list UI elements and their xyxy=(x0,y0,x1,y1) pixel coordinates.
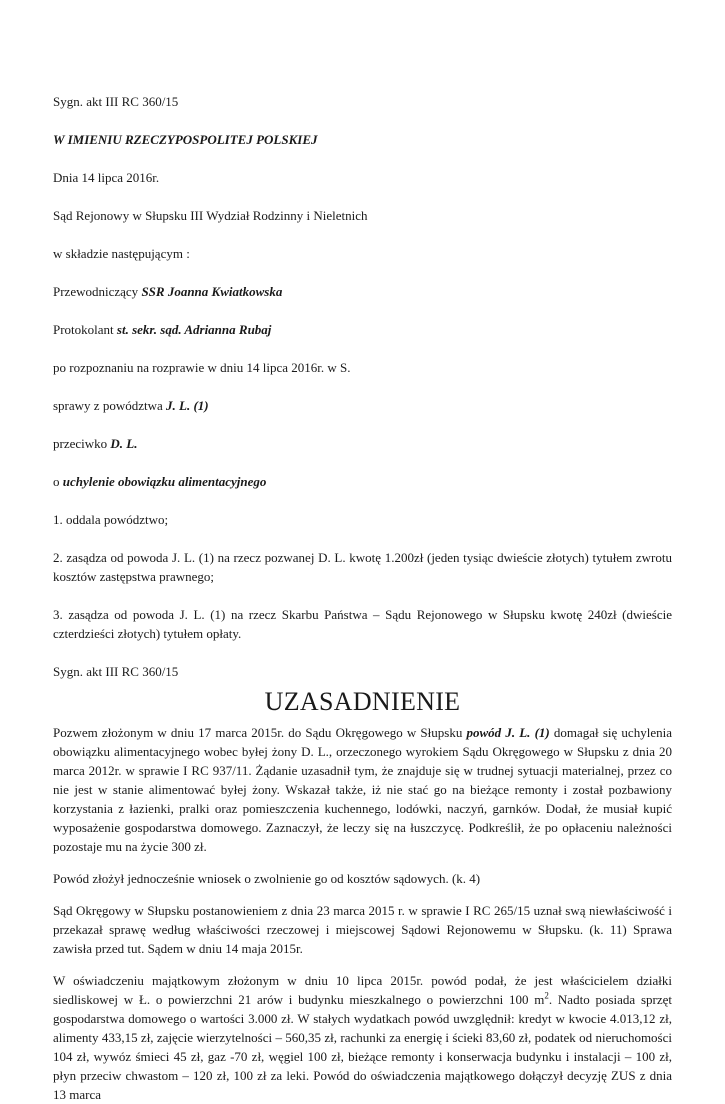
defendant-line xyxy=(53,434,672,453)
subject-line xyxy=(53,472,672,491)
in-the-name-heading: W IMIENIU RZECZYPOSPOLITEJ POLSKIEJ xyxy=(53,132,318,147)
case-signature-top: Sygn. akt III RC 360/15 xyxy=(53,94,179,109)
clerk-label: Protokolant xyxy=(53,322,117,337)
paragraph-2: Powód złożył jednocześnie wniosek o zwolnienie go od kosztów sądowych. (k. 4) xyxy=(53,871,481,886)
claimant-line xyxy=(53,396,672,415)
superscript-2: 2 xyxy=(544,990,549,1001)
judgment-date: Dnia 14 lipca 2016r. xyxy=(53,170,160,185)
chair-name: SSR Joanna Kwiatkowska xyxy=(141,284,283,299)
clerk-line xyxy=(53,320,672,339)
ruling-item-3: 3. zasądza od powoda J. L. (1) na rzecz Skarbu Państwa – Sądu Rejonowego w Słupsku kwotę 240zł (dwieście czterdzieści złotych) tytułem opłaty. xyxy=(53,607,672,641)
paragraph-1-start: Pozwem złożonym w dniu 17 marca 2015r. do Sądu Okręgowego w Słupsku xyxy=(53,725,467,740)
ruling-item-1: 1. oddala powództwo; xyxy=(53,512,169,527)
ruling-item-2: 2. zasądza od powoda J. L. (1) na rzecz pozwanej D. L. kwotę 1.200zł (jeden tysiąc dwieście złotych) tytułem zwrotu kosztów zastępstwa prawnego; xyxy=(53,550,672,584)
paragraph-3: Sąd Okręgowy w Słupsku postanowieniem z dnia 23 marca 2015 r. w sprawie I RC 265/15 uznał swą niewłaściwość i przekazał sprawę według właściwości rzeczowej i miejscowej Sądowi Rejonowemu w Słupsku. (k. 11) Sprawa zawisła przed tut. Sądem w dniu 14 maja 2015r. xyxy=(53,903,672,956)
claimant-mention: powód J. L. (1) xyxy=(466,725,550,740)
defendant-label: przeciwko xyxy=(53,436,111,451)
case-signature-mid: Sygn. akt III RC 360/15 xyxy=(53,664,179,679)
paragraph-4 xyxy=(53,971,672,1104)
defendant-name: D. L. xyxy=(110,436,138,451)
paragraph-1-rest: domagał się uchylenia obowiązku alimentacyjnego wobec byłej żony D. L., orzeczonego wyrokiem Sądu Okręgowego w Słupsku z dnia 20 marca 2012r. w sprawie I RC 937/11. Żądanie uzasadnił tym, że znajduje się w trudnej sytuacji materialnej, przez co nie jest w stanie alimentować byłej żony. Wskazał także, iż nie stać go na bieżące remonty i został pozbawiony korzystania z łazienki, pralki oraz pomieszczenia kuchennego, lodówki, naczyń, garnków. Dodał, że musiał kupić wyposażenie gospodarstwa domowego. Zaznaczył, że leczy się na łuszczycę. Podkreślił, że po opłaceniu należności pozostaje mu na życie 300 zł. xyxy=(53,725,672,854)
paragraph-4-rest: . Nadto posiada sprzęt gospodarstwa domowego o wartości 3.000 zł. W stałych wydatkach powód uwzględnił: kredyt w kwocie 4.013,12 zł, alimenty 433,15 zł, zajęcie wierzytelności – 560,35 zł, rachunki za energię i ścieki 83,60 zł, podatek od nieruchomości 104 zł, wywóz śmieci 45 zł, gaz -70 zł, węgiel 100 zł, bieżące remonty i konserwacja budynku i instalacji – 100 zł, płyn przeciw chwastom – 120 zł, 100 zł za leki. Powód do oświadczenia majątkowego dołączył decyzję ZUS z dnia 13 marca xyxy=(53,992,672,1102)
composition-line: w składzie następującym : xyxy=(53,246,190,261)
claimant-name: J. L. (1) xyxy=(166,398,209,413)
chair-label: Przewodniczący xyxy=(53,284,142,299)
justification-heading: UZASADNIENIE xyxy=(264,687,461,716)
hearing-line: po rozpoznaniu na rozprawie w dniu 14 lipca 2016r. w S. xyxy=(53,360,351,375)
clerk-name: st. sekr. sąd. Adrianna Rubaj xyxy=(116,322,272,337)
subject-label: o xyxy=(53,474,63,489)
paragraph-4-start: W oświadczeniu majątkowym złożonym w dniu 10 lipca 2015r. powód podał, że jest właścicielem działki siedliskowej w Ł. o powierzchni 21 arów i budynku mieszkalnego o powierzchni 100 m xyxy=(53,973,672,1007)
chair-line xyxy=(53,282,672,301)
paragraph-1 xyxy=(53,723,672,856)
court-name: Sąd Rejonowy w Słupsku III Wydział Rodzinny i Nieletnich xyxy=(53,208,368,223)
claimant-label: sprawy z powództwa xyxy=(53,398,166,413)
subject-name: uchylenie obowiązku alimentacyjnego xyxy=(62,474,267,489)
